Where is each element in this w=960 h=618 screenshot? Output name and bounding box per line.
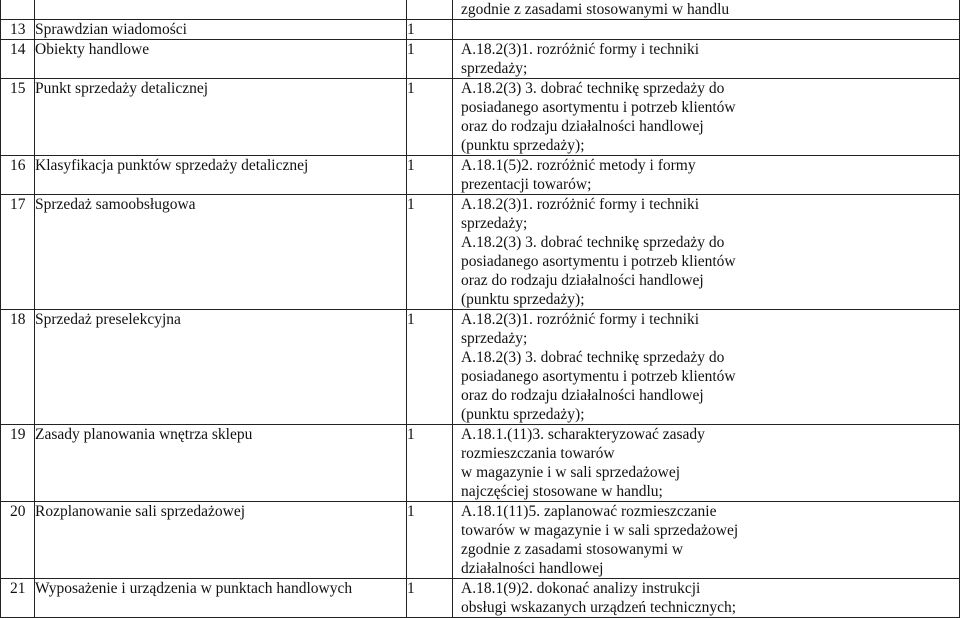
table-row [1,40,960,79]
effects-line: prezentacji towarów; [461,176,592,193]
effects-line: A.18.2(3)1. rozróżnić formy i techniki [461,311,700,328]
number-cell: 17 [1,195,35,310]
effects-line: A.18.2(3) 3. dobrać technikę sprzedaży do [461,234,725,251]
effects-line: posiadanego asortymentu i potrzeb klientów [461,99,736,116]
topic-cell: Sprawdzian wiadomości [35,20,407,40]
number-cell: 15 [1,79,35,156]
effects-line: sprzedaży; [461,60,528,77]
topic-cell: Zasady planowania wnętrza sklepu [35,425,407,502]
effects-line: A.18.1(5)2. rozróżnić metody i formy [461,157,696,174]
effects-line: A.18.2(3) 3. dobrać technikę sprzedaży do [461,80,725,97]
effects-line: najczęściej stosowane w handlu; [461,483,663,500]
table-row [1,20,960,40]
effects-line: obsługi wskazanych urządzeń technicznych; [461,599,737,616]
effects-line: posiadanego asortymentu i potrzeb klientów [461,368,736,385]
topic-cell: Wyposażenie i urządzenia w punktach handlowych [35,579,407,618]
lesson-plan-body [1,0,960,618]
table-row [1,195,960,310]
effects-cell [453,79,960,156]
effects-line: zgodnie z zasadami stosowanymi w [461,541,684,558]
effects-cell [453,0,960,20]
table-row [1,156,960,195]
hours-cell: 1 [407,20,453,40]
effects-line: A.18.1(9)2. dokonać analizy instrukcji [461,580,701,597]
effects-line: zgodnie z zasadami stosowanymi w handlu [461,1,730,18]
table-row [1,310,960,425]
hours-cell: 1 [407,79,453,156]
effects-cell [453,425,960,502]
effects-line: towarów w magazynie i w sali sprzedażowej [461,522,739,539]
effects-line: rozmieszczania towarów [461,445,615,462]
topic-cell: Sprzedaż preselekcyjna [35,310,407,425]
effects-line: działalności handlowej [461,560,604,577]
effects-line: oraz do rodzaju działalności handlowej [461,118,704,135]
effects-cell [453,502,960,579]
number-cell: 21 [1,579,35,618]
table-row [1,79,960,156]
effects-line: A.18.2(3)1. rozróżnić formy i techniki [461,196,700,213]
effects-line: (punktu sprzedaży); [461,406,585,423]
effects-line: sprzedaży; [461,215,528,232]
topic-cell: Obiekty handlowe [35,40,407,79]
hours-cell: 1 [407,156,453,195]
table-row [1,502,960,579]
effects-line: A.18.2(3) 3. dobrać technikę sprzedaży do [461,349,725,366]
topic-cell: Klasyfikacja punktów sprzedaży detalicznej [35,156,407,195]
effects-cell [453,156,960,195]
effects-line: oraz do rodzaju działalności handlowej [461,272,704,289]
number-cell: 18 [1,310,35,425]
hours-cell: 1 [407,310,453,425]
topic-cell [35,0,407,20]
effects-cell [453,310,960,425]
hours-cell: 1 [407,502,453,579]
effects-line: A.18.1.(11)3. scharakteryzować zasady [461,426,705,443]
effects-line: oraz do rodzaju działalności handlowej [461,387,704,404]
effects-cell [453,20,960,40]
number-cell: 13 [1,20,35,40]
effects-cell [453,579,960,618]
hours-cell [407,0,453,20]
number-cell: 20 [1,502,35,579]
effects-line: sprzedaży; [461,330,528,347]
table-row [1,425,960,502]
effects-line: posiadanego asortymentu i potrzeb klientów [461,253,736,270]
topic-cell: Rozplanowanie sali sprzedażowej [35,502,407,579]
effects-line: (punktu sprzedaży); [461,291,585,308]
number-cell [1,0,35,20]
number-cell: 19 [1,425,35,502]
effects-cell [453,40,960,79]
number-cell: 16 [1,156,35,195]
table-row-continuation [1,0,960,20]
hours-cell: 1 [407,195,453,310]
hours-cell: 1 [407,40,453,79]
hours-cell: 1 [407,425,453,502]
topic-cell: Sprzedaż samoobsługowa [35,195,407,310]
effects-cell [453,195,960,310]
table-row [1,579,960,618]
topic-cell: Punkt sprzedaży detalicznej [35,79,407,156]
effects-line: w magazynie i w sali sprzedażowej [461,464,681,481]
hours-cell: 1 [407,579,453,618]
effects-line: A.18.2(3)1. rozróżnić formy i techniki [461,41,700,58]
effects-line: (punktu sprzedaży); [461,137,585,154]
effects-line: A.18.1(11)5. zaplanować rozmieszczanie [461,503,717,520]
number-cell: 14 [1,40,35,79]
